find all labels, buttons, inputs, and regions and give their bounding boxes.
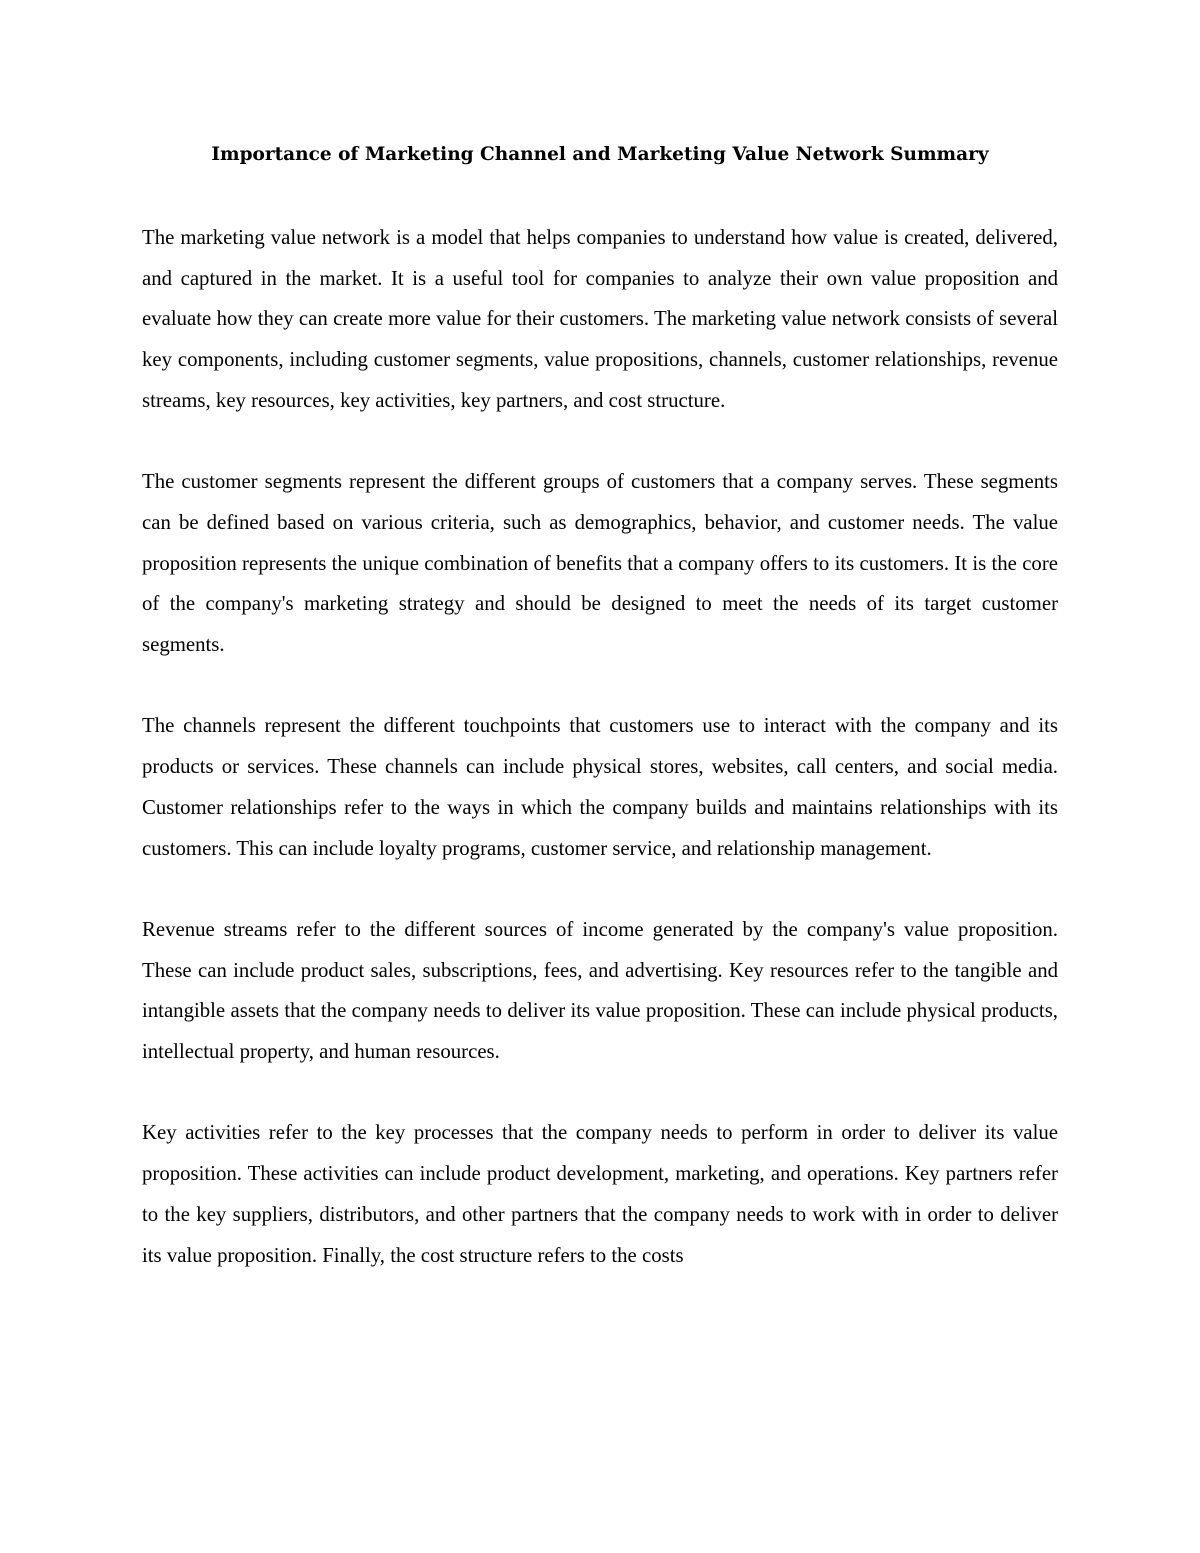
- paragraph-channels: The channels represent the different touchpoints that customers use to interact with the company and its products or services. These channels can include physical stores, websites, call centers, and social media. Customer relationships refer to the ways in which the company builds and maintains relationships with its customers. This can include loyalty programs, customer service, and relationship management.: [142, 714, 1058, 860]
- paragraph-key-activities: Key activities refer to the key processes that the company needs to perform in order to deliver its value proposition. These activities can include product development, marketing, and operations. Key partners refer to the key suppliers, distributors, and other partners that the company needs to work with in order to deliver its value proposition. Finally, the cost structure refers to the costs: [142, 1121, 1058, 1267]
- paragraph-revenue-streams: Revenue streams refer to the different sources of income generated by the company's value proposition. These can include product sales, subscriptions, fees, and advertising. Key resources refer to the tangible and intangible assets that the company needs to deliver its value proposition. These can include physical products, intellectual property, and human resources.: [142, 917, 1058, 1064]
- document-body: [142, 218, 1058, 1317]
- paragraph-value-network: The marketing value network is a model that helps companies to understand how value is created, delivered, and captured in the market. It is a useful tool for companies to analyze their own value proposition and evaluate how they can create more value for their customers. The marketing value network consists of several key components, including customer segments, value propositions, channels, customer relationships, revenue streams, key resources, key activities, key partners, and cost structure.: [142, 226, 1058, 412]
- paragraph-customer-segments: The customer segments represent the different groups of customers that a company serves. These segments can be defined based on various criteria, such as demographics, behavior, and customer needs. The value proposition represents the unique combination of benefits that a company offers to its customers. It is the core of the company's marketing strategy and should be designed to meet the needs of its target customer segments.: [142, 470, 1058, 657]
- document-title: Importance of Marketing Channel and Marketing Value Network Summary: [211, 144, 989, 165]
